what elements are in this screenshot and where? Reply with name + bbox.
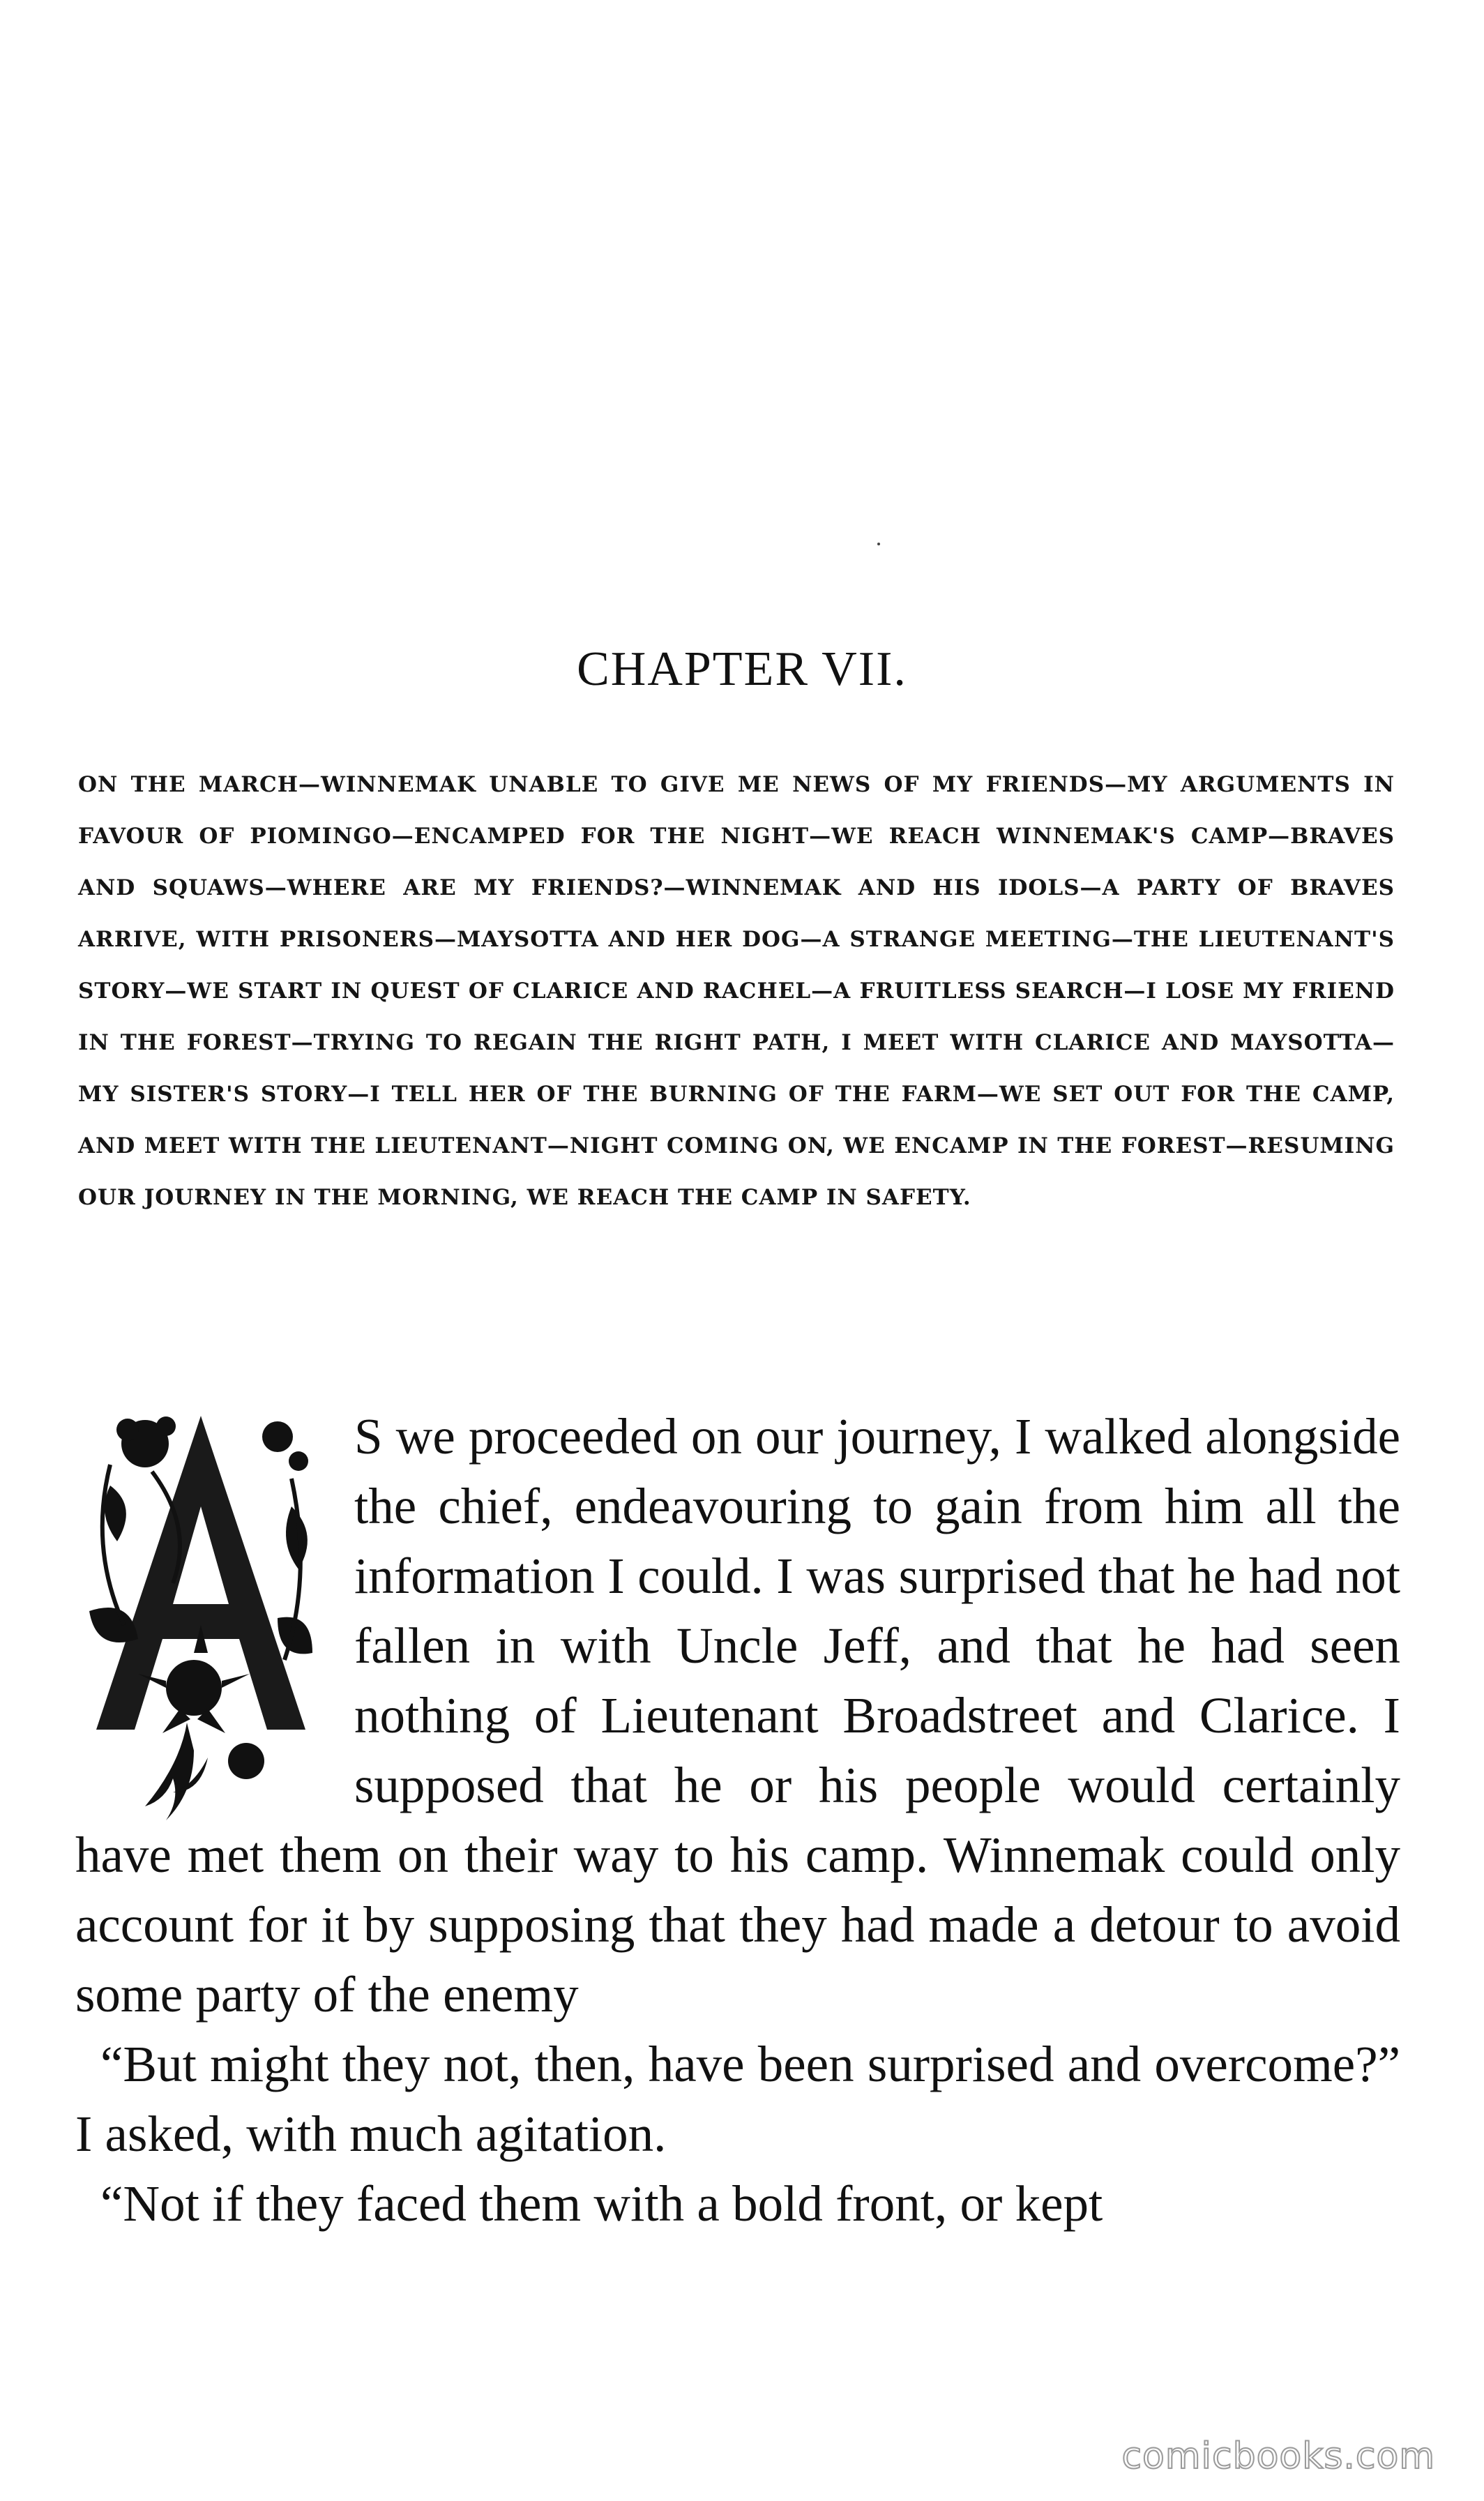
paragraph-1: S we proceeded on our journey, I walked alongside the chief, endeavouring to gain from him all the information I could. I was surprised that he had not fallen in with Uncle Jeff, and that he had seen nothing of Lieutenant Broadstreet and Clarice. I supposed that he or his people would certainly have met them on their way to his camp. Winnemak could only account for it by supposing that they had made a detour to avoid some party of the enemy: [75, 1408, 1400, 2023]
ink-speck: [877, 543, 880, 545]
chapter-title: CHAPTER VII.: [577, 642, 907, 696]
body-text: [75, 1402, 1400, 2239]
ornamental-floral-initial-icon: [68, 1402, 333, 1820]
paragraph-2: “But might they not, then, have been surprised and overcome?” I asked, with much agitation.: [75, 2036, 1400, 2162]
drop-cap-initial: [68, 1402, 333, 1820]
chapter-summary: ON THE MARCH—WINNEMAK UNABLE TO GIVE ME NEWS OF MY FRIENDS—MY ARGUMENTS IN FAVOUR OF PIOMINGO—ENCAMPED FOR THE NIGHT—WE REACH WINNEMAK'S CAMP—BRAVES AND SQUAWS—WHERE ARE MY FRIENDS?—WINNEMAK AND HIS IDOLS—A PARTY OF BRAVES ARRIVE, WITH PRISONERS—MAYSOTTA AND HER DOG—A STRANGE MEETING—THE LIEUTENANT'S STORY—WE START IN QUEST OF CLARICE AND RACHEL—A FRUITLESS SEARCH—I LOSE MY FRIEND IN THE FOREST—TRYING TO REGAIN THE RIGHT PATH, I MEET WITH CLARICE AND MAYSOTTA—MY SISTER'S STORY—I TELL HER OF THE BURNING OF THE FARM—WE SET OUT FOR THE CAMP, AND MEET WITH THE LIEUTENANT—NIGHT COMING ON, WE ENCAMP IN THE FOREST—RESUMING OUR JOURNEY IN THE MORNING, WE REACH THE CAMP IN SAFETY.: [78, 772, 1395, 1210]
watermark: comicbooks.com: [1121, 2435, 1435, 2477]
paragraph-3: “Not if they faced them with a bold front, or kept: [100, 2175, 1103, 2232]
